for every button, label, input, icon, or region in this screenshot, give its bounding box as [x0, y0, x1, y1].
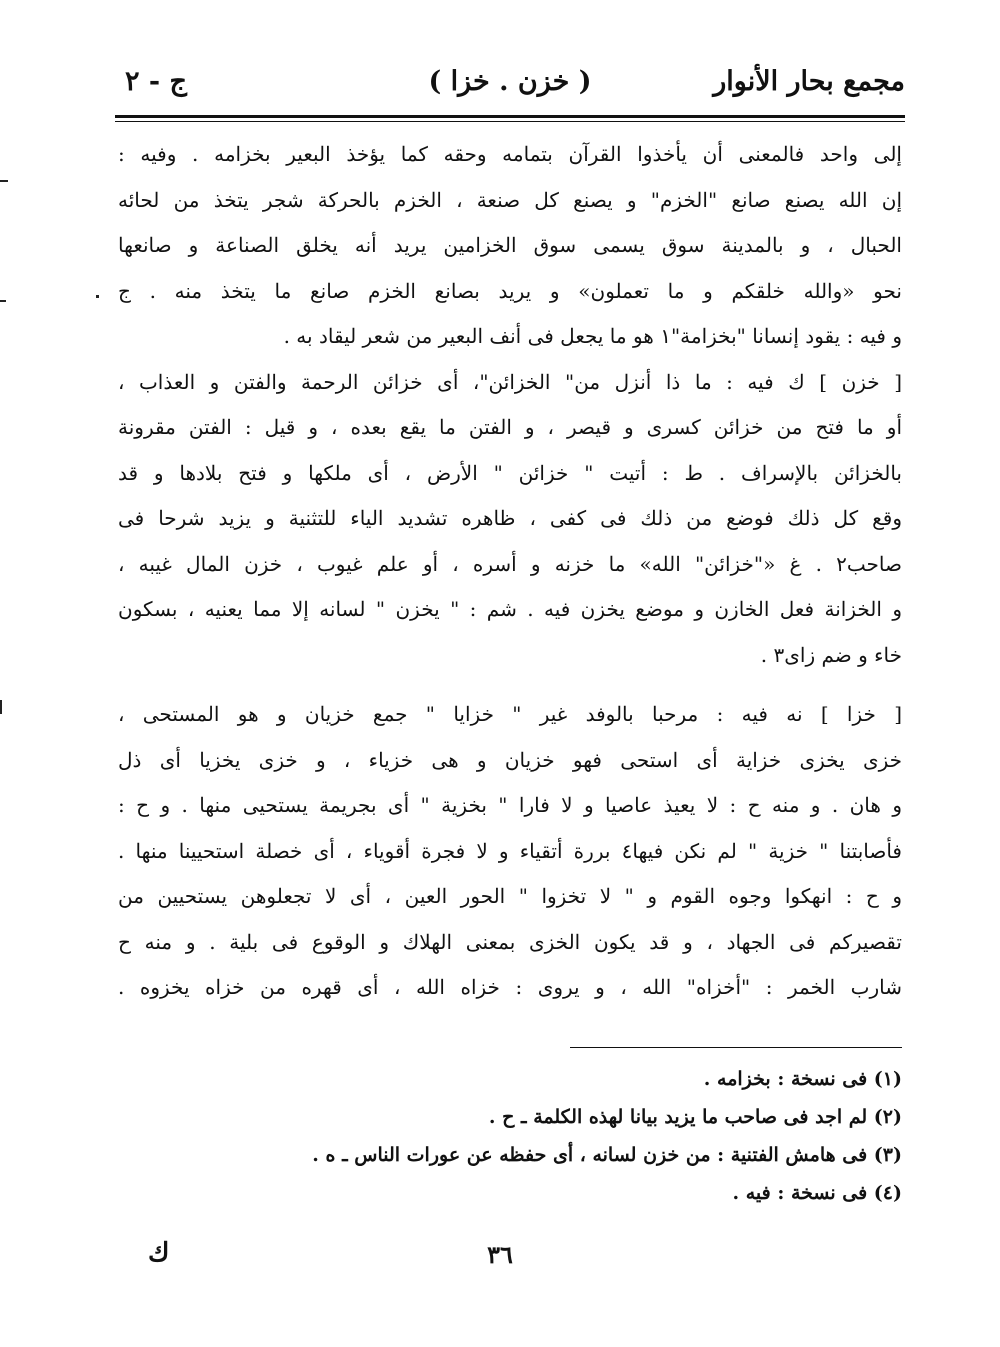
text-line: خزى يخزى خزاية أى استحى فهو خزيان و هى خزياء ، و خزى يخزيا أى ذل [118, 747, 902, 772]
text-line: و هان . و منه ح : لا يعيذ عاصيا و لا فارا " بخزية " أى بجريمة يستحيى منها . و ح : [118, 793, 902, 817]
page-number: ٣٦ [487, 1240, 513, 1269]
entry-words: ( خزن . خزا ) [428, 66, 592, 97]
footnote: (٤) فى نسخة : فيه . [732, 1182, 902, 1204]
text-line: فأصابتنا " خزية " لم نكن فيها٤ بررة أتقياء و لا فجرة أقوياء ، أى خصلة استحيينا منها . [118, 838, 902, 863]
running-header [115, 62, 905, 108]
margin-mark [0, 180, 8, 182]
margin-mark [0, 300, 6, 302]
signature-mark: ك [148, 1238, 170, 1268]
volume-label: ج - ٢ [125, 66, 187, 97]
footnote: (٢) لم اجد فى صاحب ما يزيد بيانا لهذه الكلمة ـ ح . [488, 1106, 902, 1128]
footnote: (٣) فى هامش الفتنية : من خزن لسانه ، أى حفظه عن عورات الناس ـ ه . [312, 1144, 902, 1166]
footnote-rule [570, 1047, 902, 1048]
text-line: تقصيركم فى الجهاد ، و قد يكون الخزى بمعنى الهلاك و الوقوع فى بلية . و منه ح [118, 929, 902, 954]
text-line: نحو «والله خلقكم و ما تعملون» و يريد بصانع الخزم صانع ما يتخذ منه . ج [118, 278, 902, 303]
entry-khaza-line: [ خزا ] نه فيه : مرحبا بالوفد غير " خزايا " جمع خزيان و هو المستحى ، [118, 702, 902, 726]
header-rule-thick [115, 115, 905, 118]
footnote: (١) فى نسخة : بخزامه . [703, 1068, 902, 1090]
paragraph-gap [118, 678, 902, 692]
header-rule-thin [115, 121, 905, 122]
text-line: و ح : انهكوا وجوه القوم و " لا تخزوا " الحور العين ، أى لا تجعلوهن يستحيين من [118, 884, 902, 908]
text-line: صاحب٢ . غ «"خزائن" الله» ما خزنه و أسره ، أو علم غيوب ، خزن المال غيبه ، [118, 551, 902, 576]
text-line: أو ما فتح من خزائن كسرى و قيصر ، و الفتن ما يقع بعده ، و قيل : الفتن مقرونة [118, 415, 902, 439]
margin-mark [0, 700, 2, 714]
text-line: بالخزائن بالإسراف . ط : أتيت " خزائن " الأرض ، أى ملكها و فتح بلادها و قد [118, 460, 902, 485]
text-line: إلى واحد فالمعنى أن يأخذوا القرآن بتمامه وحقه كما يؤخذ البعير بخزامه . وفيه : [118, 142, 902, 166]
text-line: إن الله يصنع صانع "الخزم" و يصنع كل صنعة ، الخزم بالحركة شجر يتخذ من لحائه [118, 187, 902, 212]
text-line: الحبال ، و بالمدينة سوق يسمى سوق الخزامين يريد أنه يخلق الصناعة و صانعها [118, 233, 902, 257]
entry-khazan-line: [ خزن ] ك فيه : ما ذا أنزل من" الخزائن"، أى خزائن الرحمة والفتن و العذاب ، [118, 369, 902, 394]
main-text [118, 132, 902, 1011]
text-line: و الخزانة فعل الخازن و موضع يخزن فيه . شم : " يخزن " لسانه إلا مما يعنيه ، بسكون [118, 597, 902, 621]
text-line: وقع كل ذلك فوضع من ذلك فى كفى ، ظاهره تشديد الياء للتثنية و يزيد شرحا فى [118, 506, 902, 530]
text-line: شارب الخمر : "أخزاه" الله ، و يروى : خزاه الله ، أى قهره من خزاه يخزوه . [118, 975, 902, 999]
margin-mark [96, 295, 99, 298]
footnotes [118, 1060, 902, 1212]
text-line: خاء و ضم زاى٣ . [760, 642, 902, 667]
text-line: و فيه : يقود إنسانا "بخزامة"١ هو ما يجعل فى أنف البعير من شعر ليقاد به . [283, 324, 902, 348]
book-title: مجمع بحار الأنوار [713, 66, 905, 97]
